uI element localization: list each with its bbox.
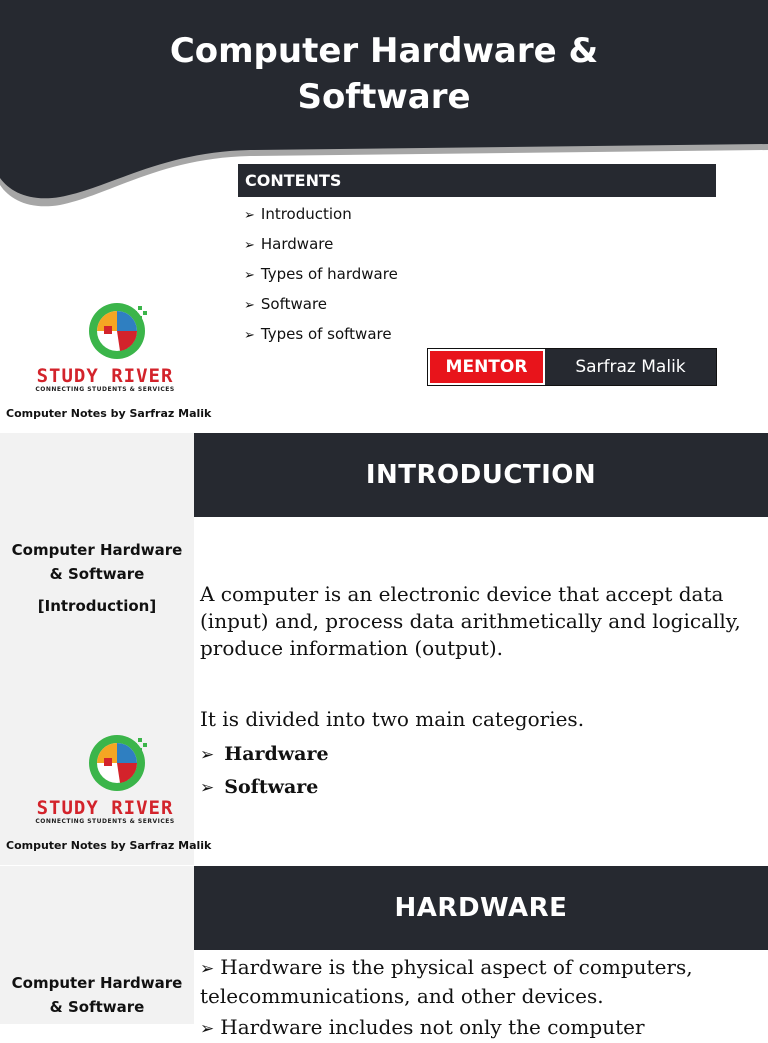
logo-tagline: CONNECTING STUDENTS & SERVICES (35, 818, 175, 825)
contents-item: ➢ Software (244, 290, 398, 320)
title-line-1: Computer Hardware & (169, 31, 599, 71)
contents-item: ➢ Types of hardware (244, 260, 398, 290)
hardware-paragraph-2: ➢ Hardware includes not only the computer (200, 1014, 760, 1043)
contents-heading: CONTENTS (238, 164, 716, 197)
credit-text: Computer Notes by Sarfraz Malik (6, 407, 212, 420)
presentation-title (0, 28, 768, 120)
bullet-hardware: ➢ Hardware (200, 738, 329, 771)
study-river-logo-icon (20, 730, 190, 798)
arrow-bullet-icon: ➢ (244, 238, 255, 253)
contents-item: ➢ Introduction (244, 200, 398, 230)
slide-introduction (0, 433, 768, 865)
arrow-bullet-icon: ➢ (244, 298, 255, 313)
section-heading: HARDWARE (194, 866, 768, 950)
mentor-name: Sarfraz Malik (545, 349, 716, 385)
arrow-bullet-icon: ➢ (200, 745, 215, 765)
logo-tagline: CONNECTING STUDENTS & SERVICES (35, 386, 175, 393)
arrow-bullet-icon: ➢ (244, 328, 255, 343)
slide-hardware (0, 866, 768, 1039)
arrow-bullet-icon: ➢ (200, 1019, 215, 1039)
study-river-logo-icon (20, 298, 190, 366)
bullet-software: ➢ Software (200, 771, 318, 804)
arrow-bullet-icon: ➢ (244, 208, 255, 223)
categories-paragraph: It is divided into two main categories. (200, 707, 585, 731)
arrow-bullet-icon: ➢ (244, 268, 255, 283)
side-title: Computer Hardware & Software [Introduction] (11, 541, 183, 615)
logo-wordmark: STUDY RIVER (36, 365, 174, 387)
mentor-box (427, 348, 717, 386)
hardware-paragraph: ➢ Hardware is the physical aspect of computers, telecommunications, and other devices. (200, 955, 693, 1008)
contents-list (244, 200, 398, 350)
intro-paragraph: A computer is an electronic device that accept data (input) and, process data arithmetically and logically, produce information (output). (200, 582, 741, 660)
study-river-logo (20, 730, 190, 825)
study-river-logo (20, 298, 190, 393)
side-title: Computer Hardware & Software (11, 974, 183, 1016)
credit-text: Computer Notes by Sarfraz Malik (6, 839, 212, 852)
mentor-label: MENTOR (428, 349, 545, 385)
contents-item: ➢ Hardware (244, 230, 398, 260)
title-line-2: Software (297, 77, 471, 117)
contents-item: ➢ Types of software (244, 320, 398, 350)
logo-wordmark: STUDY RIVER (36, 797, 174, 819)
arrow-bullet-icon: ➢ (200, 959, 215, 979)
section-heading: INTRODUCTION (194, 433, 768, 517)
slide-title (0, 0, 768, 432)
arrow-bullet-icon: ➢ (200, 778, 215, 798)
